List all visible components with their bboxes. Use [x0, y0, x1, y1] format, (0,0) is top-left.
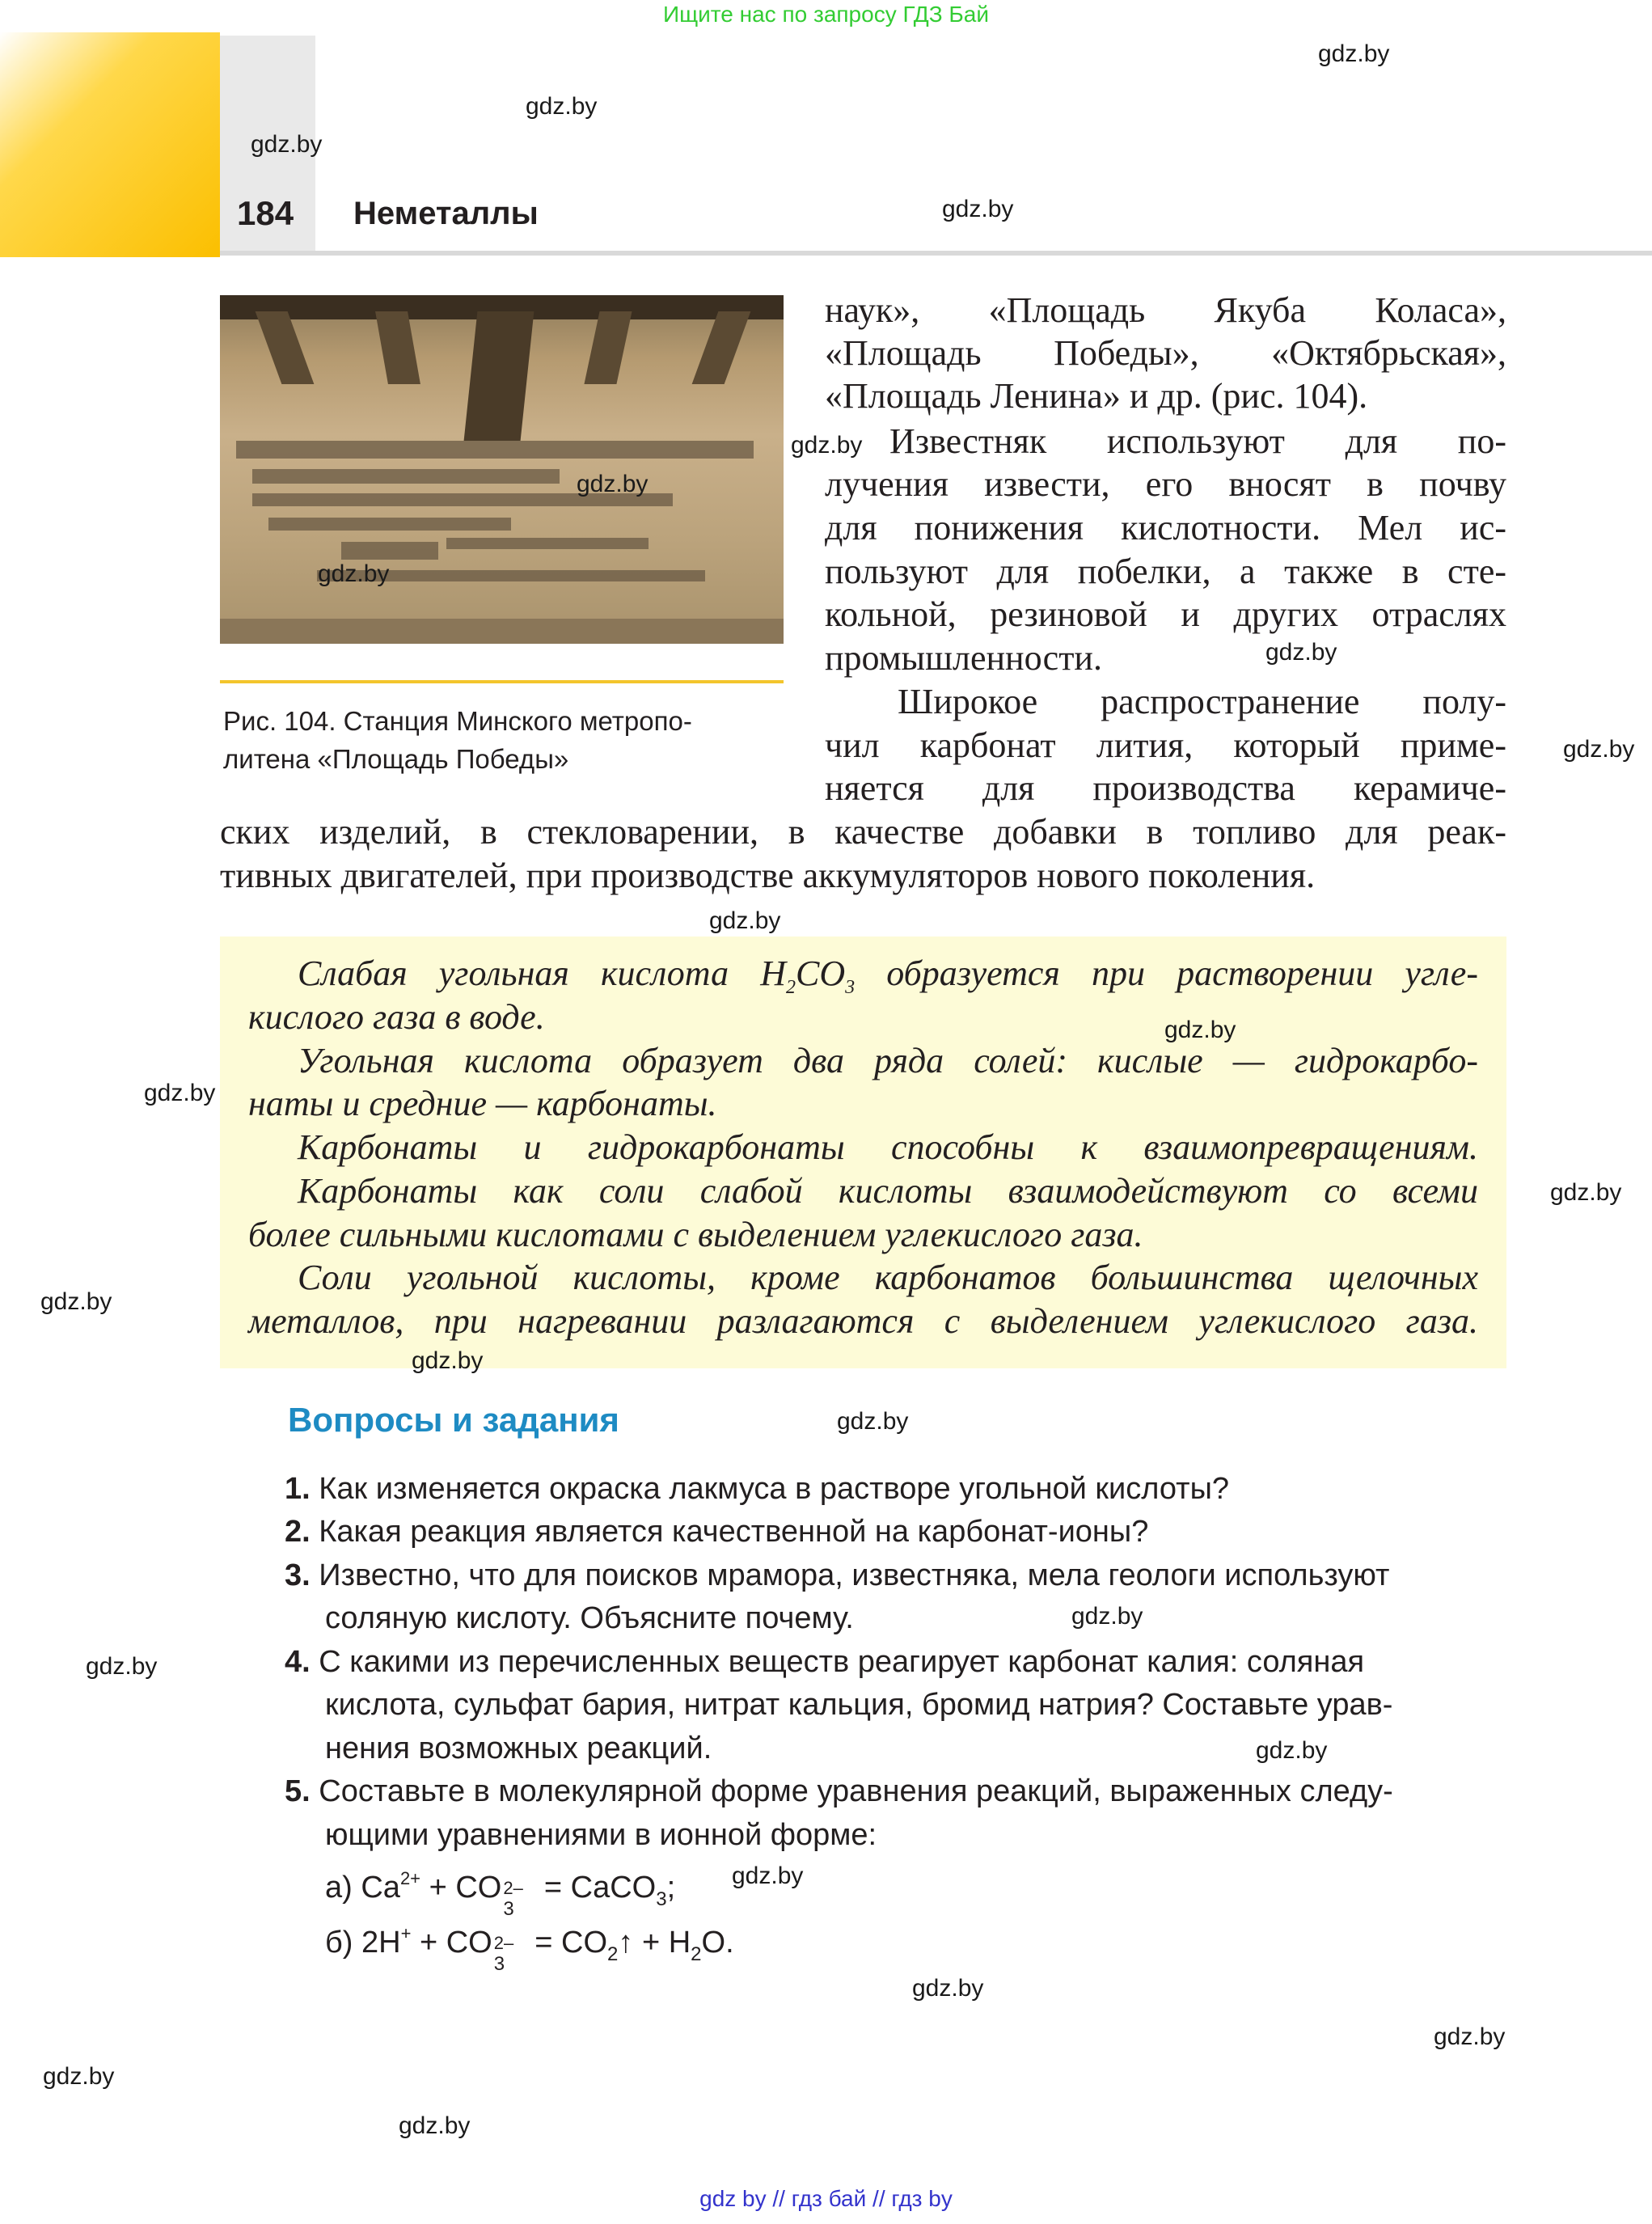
summary-line: более сильными кислотами с выделением углекислого газа.: [248, 1215, 1143, 1254]
equation-b: б) 2H+ + CO 2– 3 = $CO_2↑ + H_2O$.: [325, 1923, 734, 1975]
watermark: gdz.by: [912, 1975, 984, 2002]
body-line: тивных двигателей, при производстве аккумуляторов нового поколения.: [220, 856, 1316, 895]
question-4-cont: нения возможных реакций.: [325, 1731, 712, 1765]
footer-links[interactable]: gdz by // гдз бай // гдз by: [699, 2186, 953, 2211]
metro-station-photo: [220, 295, 784, 644]
body-line: промышленности.: [825, 638, 1102, 678]
question-1: 1. Как изменяется окраска лакмуса в растворе угольной кислоты?: [285, 1472, 1230, 1506]
question-2: 2. Какая реакция является качественной на карбонат-ионы?: [285, 1515, 1149, 1549]
watermark: gdz.by: [709, 907, 781, 934]
summary-line: Карбонаты и гидрокарбонаты способны к взаимопревращениям.: [298, 1127, 1478, 1167]
watermark: gdz.by: [251, 131, 323, 158]
question-5: 5. Составьте в молекулярной форме уравнения реакций, выраженных следу-: [285, 1774, 1393, 1808]
watermark: gdz.by: [399, 2112, 471, 2139]
watermark: gdz.by: [1256, 1737, 1328, 1764]
figure-caption: [223, 702, 789, 778]
body-line: для понижения кислотности. Мел ис-: [825, 508, 1506, 548]
chapter-title: Неметаллы: [353, 196, 539, 231]
watermark: gdz.by: [1265, 639, 1337, 666]
summary-line: металлов, при нагревании разлагаются с выделением углекислого газа.: [248, 1301, 1478, 1341]
summary-line: Угольная кислота образует два ряда солей: кислые — гидрокарбо-: [298, 1041, 1478, 1080]
body-line: «Площадь Ленина» и др. (рис. 104).: [825, 376, 1368, 416]
watermark: gdz.by: [942, 196, 1014, 222]
summary-line: наты и средние — карбонаты.: [248, 1084, 717, 1123]
question-4: 4. С какими из перечисленных веществ реагирует карбонат калия: соляная: [285, 1645, 1365, 1679]
watermark: gdz.by: [412, 1347, 484, 1374]
watermark: gdz.by: [318, 560, 390, 587]
top-search-note[interactable]: Ищите нас по запросу ГДЗ Бай: [662, 2, 990, 27]
body-line: пользуют для побелки, а также в сте-: [825, 552, 1506, 591]
watermark: gdz.by: [1164, 1017, 1236, 1043]
watermark: gdz.by: [1550, 1179, 1622, 1206]
body-line: Известняк используют для по-: [889, 421, 1506, 461]
questions-heading: Вопросы и задания: [288, 1401, 619, 1439]
question-3: 3. Известно, что для поисков мрамора, известняка, мела геологи используют: [285, 1558, 1390, 1592]
question-3-cont: соляную кислоту. Объясните почему.: [325, 1601, 854, 1635]
watermark: gdz.by: [40, 1288, 112, 1315]
body-line: кольной, резиновой и других отраслях: [825, 594, 1506, 634]
equation-a: а) $Ca^{2+}$ + CO 2– 3 = CaCO$_3$;: [325, 1868, 676, 1920]
question-5-cont: ющими уравнениями в ионной форме:: [325, 1818, 877, 1852]
watermark: gdz.by: [1318, 40, 1390, 67]
body-line: ских изделий, в стекловарении, в качестве добавки в топливо для реак-: [220, 812, 1506, 852]
watermark: gdz.by: [526, 93, 598, 120]
watermark: gdz.by: [791, 432, 863, 459]
watermark: gdz.by: [1071, 1603, 1143, 1630]
watermark: gdz.by: [43, 2063, 115, 2090]
body-line: Широкое распространение полу-: [898, 682, 1506, 721]
summary-line: Соли угольной кислоты, кроме карбонатов большинства щелочных: [298, 1258, 1478, 1297]
watermark: gdz.by: [837, 1408, 909, 1435]
watermark: gdz.by: [1434, 2023, 1506, 2050]
watermark: gdz.by: [144, 1080, 216, 1106]
watermark: gdz.by: [86, 1653, 158, 1680]
summary-line: Слабая угольная кислота $H_2CO_3$ образуется при растворении угле-: [298, 953, 1478, 998]
summary-line: Карбонаты как соли слабой кислоты взаимодействуют со всеми: [298, 1171, 1478, 1211]
watermark: gdz.by: [732, 1862, 804, 1889]
page-number: 184: [237, 194, 294, 232]
watermark: gdz.by: [577, 471, 649, 497]
summary-line: кислого газа в воде.: [248, 997, 545, 1037]
corner-decoration: [0, 32, 220, 257]
body-line: чил карбонат лития, который приме-: [825, 725, 1506, 765]
body-line: лучения извести, его вносят в почву: [825, 464, 1506, 504]
body-line: «Площадь Победы», «Октябрьская»,: [825, 333, 1506, 373]
figure-rule: [220, 680, 784, 683]
header-divider: [220, 251, 1652, 256]
caption-line: Рис. 104. Станция Минского метропо-: [223, 706, 692, 736]
question-4-cont: кислота, сульфат бария, нитрат кальция, бромид натрия? Составьте урав-: [325, 1688, 1393, 1722]
body-line: няется для производства керамиче-: [825, 768, 1506, 808]
watermark: gdz.by: [1563, 736, 1635, 763]
body-line: наук», «Площадь Якуба Коласа»,: [825, 290, 1506, 330]
caption-line: литена «Площадь Победы»: [223, 744, 569, 774]
